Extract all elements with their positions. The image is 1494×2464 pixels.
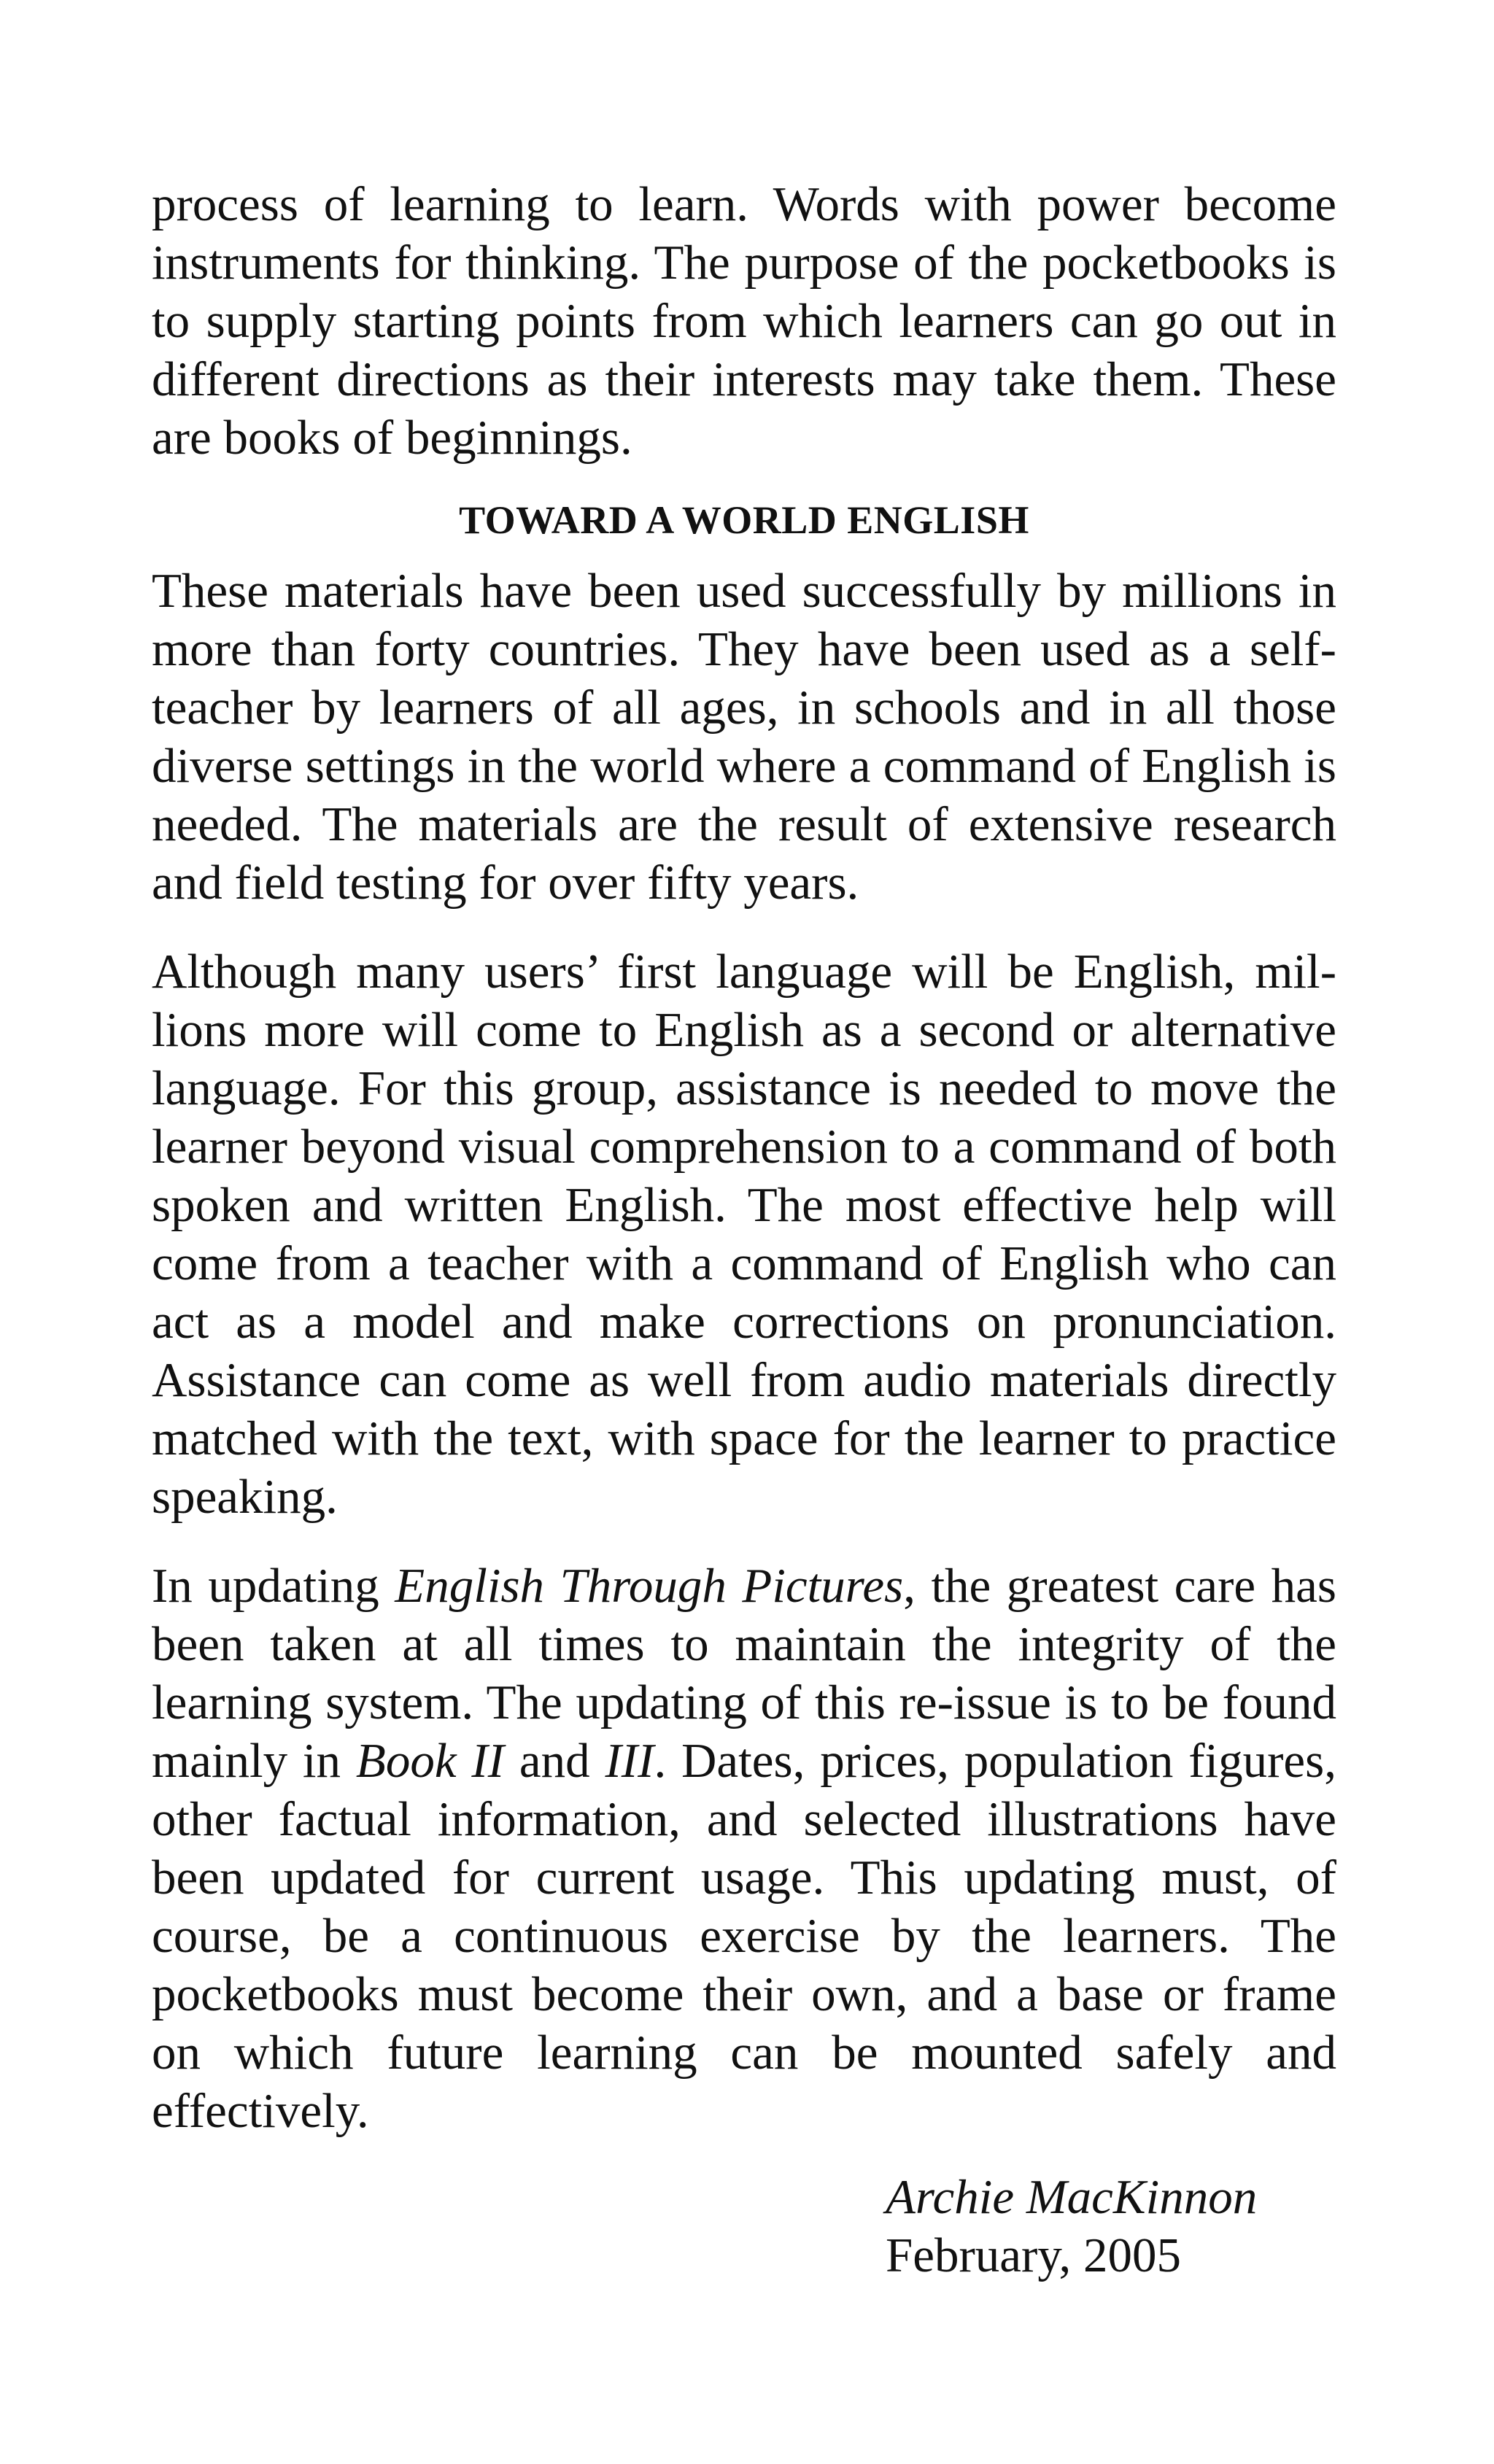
intro-paragraph: process of learning to learn. Words with power become instruments for thinking. The purpose of the pocketbooks is to supply starting points from which learners can go out in different directions as their interests may take them. These are books of beginnings. [152, 177, 1336, 465]
paragraph-updating-text-3: and [504, 1734, 605, 1788]
paragraph-materials-usage: These materials have been used successfully by millions in more than forty countries. They have been used as a self-teacher by learners of all ages, in schools and in all those diverse settings in the world where a command of English is needed. The materials are the result of extensive research and field testing for over fifty years. [152, 564, 1336, 910]
book-ii-reference: Book II [355, 1734, 505, 1788]
book-iii-reference: III [605, 1734, 654, 1788]
paragraph-updating-text-4: . Dates, prices, population figures, other factual information, and selected illustrations have been updated for current usage. This updating must, of course, be a continuous exercise by the learners. The pocketbooks must become their own, and a base or frame on which future learning can be mounted safely and effectively. [152, 1734, 1336, 2138]
book-title-english-through-pictures: English Through Pictures [395, 1559, 904, 1613]
signature-block [886, 2168, 1336, 2285]
signature-name: Archie MacKinnon [886, 2170, 1258, 2224]
signature-date: February, 2005 [886, 2228, 1182, 2282]
document-page [152, 175, 1336, 2285]
paragraph-updating-text-1: In updating [152, 1559, 395, 1613]
paragraph-updating [152, 1557, 1336, 2140]
paragraph-updating-text-2: , the greatest care has been taken at all times to maintain the integrity of the learning system. The updating of this re-issue is to be found mainly in [152, 1559, 1336, 1788]
paragraph-second-language: Although many users’ first language will be English, millions more will come to English as a second or alternative language. For this group, assistance is needed to move the learner beyond visual comprehension to a command of both spoken and written English. The most effective help will come from a teacher with a command of English who can act as a model and make corrections on pronunciation. Assistance can come as well from audio materials directly matched with the text, with space for the learner to practice speaking. [152, 945, 1336, 1524]
section-heading: TOWARD A WORLD ENGLISH [459, 498, 1029, 542]
